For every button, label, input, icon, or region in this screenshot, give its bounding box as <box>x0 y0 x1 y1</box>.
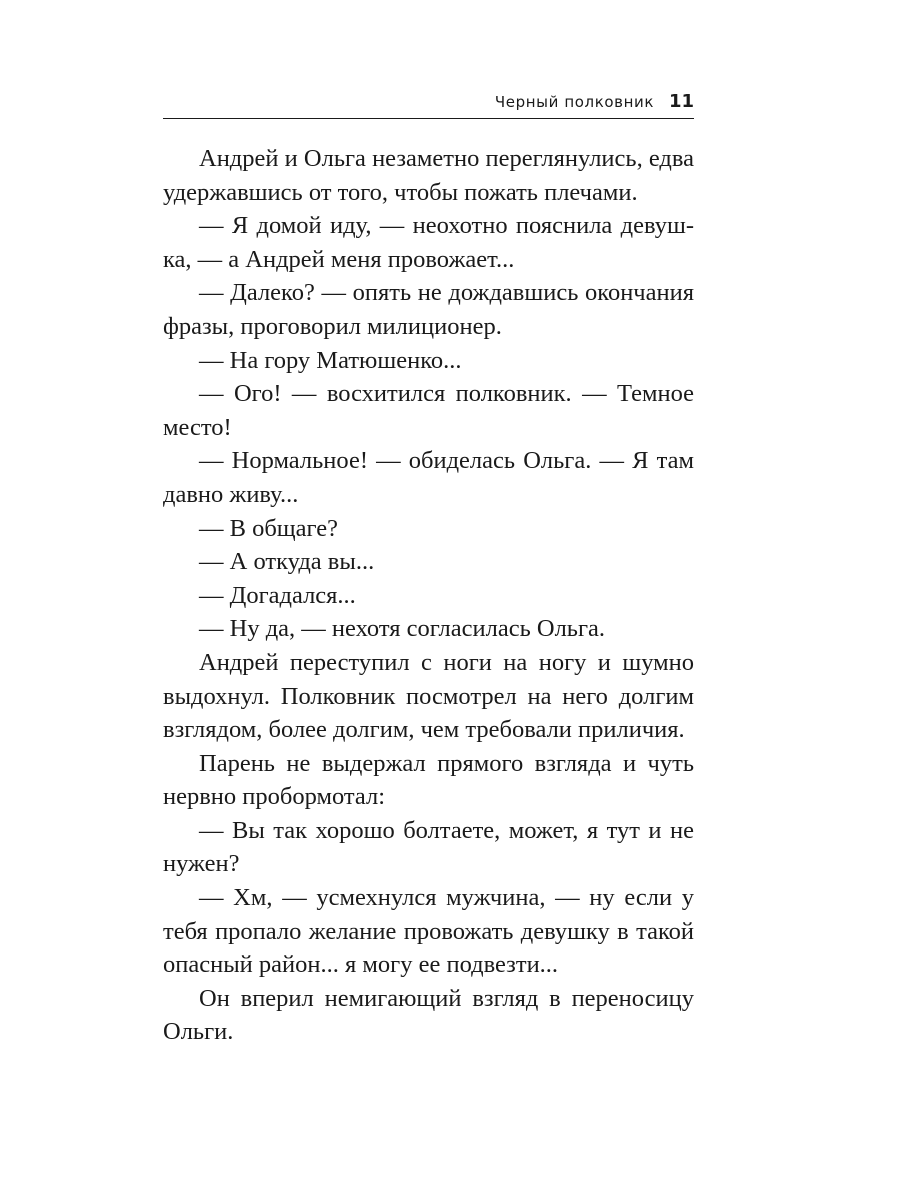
paragraph: — Вы так хорошо болтаете, может, я тут и не нужен? <box>163 816 694 878</box>
paragraph: — Ну да, — нехотя согласилась Ольга. <box>199 615 606 643</box>
running-header <box>163 92 694 119</box>
paragraph: Андрей и Ольга незаметно переглянулись, едва удержавшись от того, чтобы пожать плечами. <box>163 145 694 206</box>
paragraph: — Догадался... <box>199 581 356 609</box>
running-title: Черный полковник <box>494 93 654 111</box>
paragraph: — Нормальное! — обиделась Ольга. — Я там давно живу... <box>163 447 694 508</box>
paragraph: — Ого! — восхитился полковник. — Темное место! <box>163 380 694 441</box>
paragraph: Парень не выдержал прямого взгляда и чуть нервно пробормотал: <box>163 749 694 811</box>
paragraph: — На гору Матюшенко... <box>199 346 462 374</box>
paragraph: Он вперил немигающий взгляд в переносицу Ольги. <box>163 984 694 1046</box>
paragraph: — В общаге? <box>199 514 339 542</box>
paragraph: — Далеко? — опять не дождавшись окончания фразы, проговорил милиционер. <box>163 279 694 340</box>
body-text <box>163 142 694 1049</box>
page-number: 11 <box>668 91 694 112</box>
paragraph: — Я домой иду, — неохотно пояснила девушка, — а Андрей меня провожает... <box>163 212 694 273</box>
paragraph: Андрей переступил с ноги на ногу и шумно выдохнул. Полковник посмотрел на него долгим взглядом, более долгим, чем требовали приличия. <box>163 648 694 744</box>
paragraph: — Хм, — усмехнулся мужчина, — ну если у тебя пропало желание провожать девушку в такой опасный район... я могу ее подвезти... <box>163 884 694 979</box>
paragraph: — А откуда вы... <box>199 548 375 576</box>
